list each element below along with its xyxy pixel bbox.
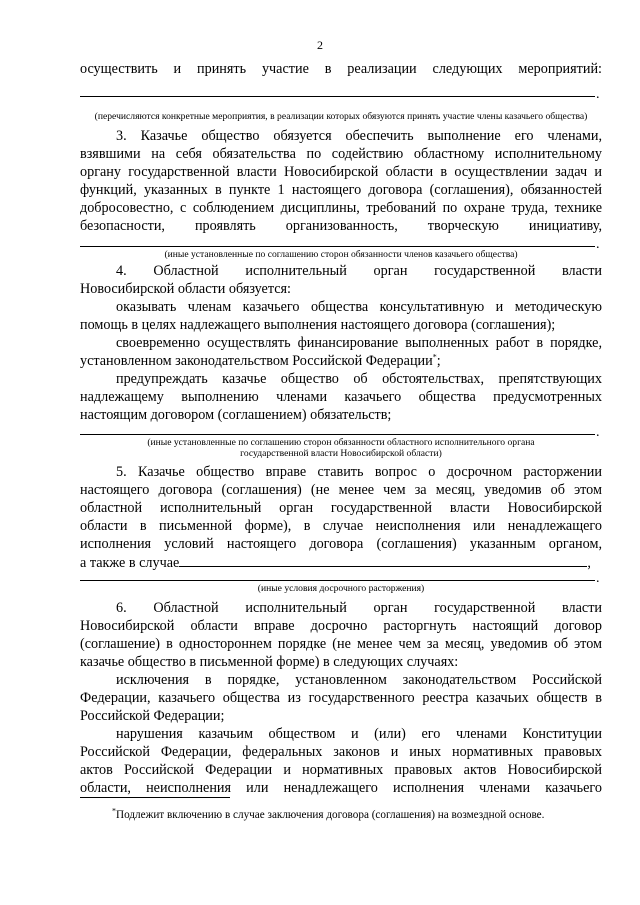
fill-in-line[interactable] bbox=[179, 553, 587, 567]
field-caption: (иные установленные по соглашению сторон обязанности областного исполнительного органа bbox=[147, 437, 535, 448]
text-line: своевременно осуществлять финансирование выполненных работ в порядке, bbox=[116, 335, 602, 351]
text-line: Российской Федерации, федеральных законов и иных нормативных правовых bbox=[80, 744, 602, 760]
fill-in-line[interactable] bbox=[80, 580, 595, 581]
text-line bbox=[80, 352, 602, 370]
field-caption: (перечисляются конкретные мероприятия, в реализации которых обязуются принять участие члены казачьего общества) bbox=[94, 111, 588, 122]
text-line: казачье общество в письменной форме) в следующих случаях: bbox=[80, 654, 459, 670]
footnote-mark: * bbox=[112, 806, 116, 816]
text-line: помощь в целях надлежащего выполнения настоящего договора (соглашения); bbox=[80, 317, 556, 333]
field-caption: (иные условия досрочного расторжения) bbox=[257, 583, 425, 594]
text-line: области, неисполнения или ненадлежащего исполнения членами казачьего bbox=[80, 780, 602, 796]
text-line: актов Российской Федерации и нормативных правовых актов Новосибирской bbox=[80, 762, 602, 778]
text-line: исполнения условий настоящего договора (соглашения) указанным органом, bbox=[80, 536, 602, 552]
text-line: органу государственной власти Новосибирской области в осуществлении задач и bbox=[80, 164, 602, 180]
text-line: (соглашение) в одностороннем порядке (не менее чем за месяц, уведомив об этом bbox=[80, 636, 602, 652]
text-line: настоящего договора (соглашения) (не менее чем за месяц, уведомив об этом bbox=[80, 482, 602, 498]
field-caption: государственной власти Новосибирской области) bbox=[240, 448, 442, 459]
text-line: оказывать членам казачьего общества консультативную и методическую bbox=[116, 299, 602, 315]
text-line bbox=[80, 553, 602, 571]
text-line: функций, указанных в пункте 1 настоящего договора (соглашения), обязанностей bbox=[80, 182, 602, 198]
text-line: областной исполнительный орган государственной власти Новосибирской bbox=[80, 500, 602, 516]
text-line-body: а также в случае bbox=[80, 555, 180, 571]
text-line-body: установленном законодательством Российской Федерации bbox=[80, 353, 433, 369]
text-line: Федерации, казачьего общества из государственного реестра казачьих обществ в bbox=[80, 690, 602, 706]
fill-in-line[interactable] bbox=[80, 96, 595, 97]
text-line: добросовестно, с соблюдением дисциплины, требований по охране труда, технике bbox=[80, 200, 602, 216]
text-line: осуществить и принять участие в реализации следующих мероприятий: bbox=[80, 61, 602, 77]
page-number: 2 bbox=[317, 38, 323, 52]
text-line: области в письменной форме), в случае неисполнения или ненадлежащего bbox=[80, 518, 602, 534]
text-line: взявшими на себя обязательства по содействию областному исполнительному bbox=[80, 146, 602, 162]
clause-6-heading: 6. Областной исполнительный орган государственной власти bbox=[116, 600, 602, 616]
text-line: настоящим договором (соглашением) обязательств; bbox=[80, 407, 392, 423]
line-end-period: . bbox=[596, 237, 600, 252]
footnote-separator bbox=[80, 797, 230, 798]
line-end-comma: , bbox=[587, 555, 591, 571]
footnote-text: Подлежит включению в случае заключения договора (соглашения) на возмездной основе. bbox=[116, 809, 545, 821]
field-caption: (иные установленные по соглашению сторон обязанности членов казачьего общества) bbox=[164, 249, 518, 260]
line-end-period: . bbox=[596, 87, 600, 102]
line-end-period: . bbox=[596, 571, 600, 586]
clause-4-heading: 4. Областной исполнительный орган государственной власти bbox=[116, 263, 602, 279]
footnote bbox=[112, 808, 544, 822]
clause-5-heading: 5. Казачье общество вправе ставить вопрос о досрочном расторжении bbox=[116, 464, 602, 480]
text-line: надлежащему выполнению членами казачьего общества предусмотренных bbox=[80, 389, 602, 405]
text-line: Новосибирской области обязуется: bbox=[80, 281, 291, 297]
text-line: предупреждать казачье общество об обстоятельствах, препятствующих bbox=[116, 371, 602, 387]
text-line: безопасности, проявлять организованность, творческую инициативу, bbox=[80, 218, 602, 234]
fill-in-line[interactable] bbox=[80, 434, 595, 435]
clause-3-heading: 3. Казачье общество обязуется обеспечить выполнение его членами, bbox=[116, 128, 602, 144]
text-line-end: ; bbox=[436, 353, 441, 369]
text-line: нарушения казачьим обществом и (или) его членами Конституции bbox=[116, 726, 602, 742]
fill-in-line[interactable] bbox=[80, 246, 595, 247]
text-line: Российской Федерации; bbox=[80, 708, 225, 724]
line-end-period: . bbox=[596, 425, 600, 440]
text-line: исключения в порядке, установленном законодательством Российской bbox=[116, 672, 602, 688]
text-line: Новосибирской области вправе досрочно расторгнуть настоящий договор bbox=[80, 618, 602, 634]
footnote-reference[interactable]: * bbox=[432, 352, 437, 362]
